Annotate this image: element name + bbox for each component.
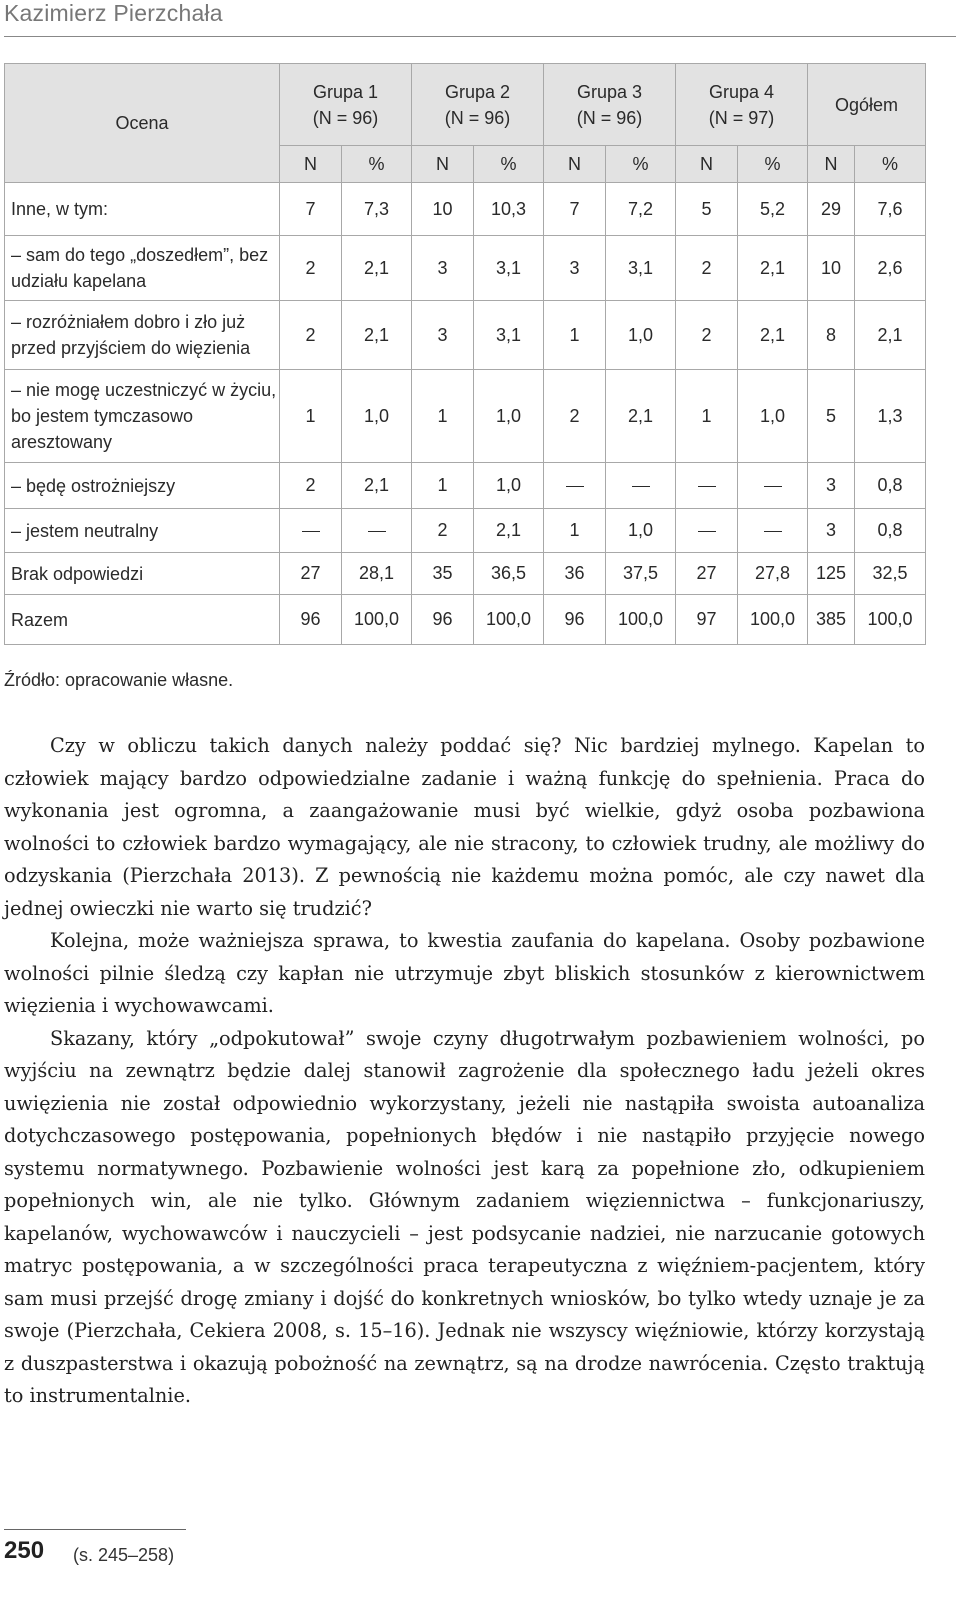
table-cell — [738, 463, 808, 509]
table-cell: 2,1 — [606, 370, 676, 463]
header-group-1: Grupa 1 (N = 96) — [280, 64, 412, 146]
table-cell: 2 — [676, 236, 738, 301]
dash-mark — [566, 486, 584, 487]
table-cell: 7,3 — [342, 183, 412, 236]
table-cell: 3 — [544, 236, 606, 301]
header-group-4: Grupa 4 (N = 97) — [676, 64, 808, 146]
table-cell: 100,0 — [855, 595, 926, 645]
table-cell: 27 — [280, 553, 342, 595]
header-group-2: Grupa 2 (N = 96) — [412, 64, 544, 146]
table-cell: 2 — [280, 301, 342, 370]
table-row — [5, 183, 926, 236]
table-cell: 3 — [412, 301, 474, 370]
table-cell: 3,1 — [474, 301, 544, 370]
table-cell: 37,5 — [606, 553, 676, 595]
table-cell — [676, 463, 738, 509]
table-cell: 3 — [412, 236, 474, 301]
dash-mark — [698, 531, 716, 532]
table-cell: 1 — [544, 301, 606, 370]
subheader-n: N — [412, 146, 474, 183]
table-cell: 96 — [544, 595, 606, 645]
row-label: Brak odpowiedzi — [5, 553, 280, 595]
table-cell: 2,6 — [855, 236, 926, 301]
row-label: – będę ostrożniejszy — [5, 463, 280, 509]
body-text — [4, 730, 925, 1413]
row-label: – sam do tego „doszedłem”, bez udziału kapelana — [5, 236, 280, 301]
table-cell: 27,8 — [738, 553, 808, 595]
table-cell: 1 — [412, 370, 474, 463]
table-cell: 1 — [544, 509, 606, 553]
table-cell: 10 — [808, 236, 855, 301]
row-label: – jestem neutralny — [5, 509, 280, 553]
table-row — [5, 509, 926, 553]
table-cell: 5 — [676, 183, 738, 236]
page-number: 250 — [4, 1537, 45, 1564]
table-row — [5, 370, 926, 463]
table-cell — [544, 463, 606, 509]
table-cell: 7 — [544, 183, 606, 236]
paragraph: Skazany, który „odpokutował” swoje czyny długotrwałym pozbawieniem wolności, po wyjściu na zewnątrz będzie dalej stanowił zagrożenie dla społecznego ładu jeżeli okres uwięzienia nie został odpowiednio wykorzystany, jeżeli nie nastąpiła swoista autoanaliza dotychczasowego postępowania, popełnionych błędów i nie nastąpiło przyjęcie nowego systemu normatywnego. Pozbawienie wolności jest karą za popełnione zło, odkupieniem popełnionych win, ale nie tylko. Głównym zadaniem więziennictwa – funkcjonariuszy, kapelanów, wychowawców i nauczycieli – jest podsycanie nadziei, nie narzucanie gotowych matryc postępowania, a w szczególności praca terapeutyczna z więźniem-pacjentem, który sam musi przejść drogę zmiany i dojść do konkretnych wniosków, bo tylko wtedy uznaje je za swoje (Pierzchała, Cekiera 2008, s. 15–16). Jednak nie wszyscy więźniowie, którzy korzystają z duszpasterstwa i okazują pobożność na zewnątrz, są na drodze nawrócenia. Często traktują to instrumentalnie. — [4, 1026, 925, 1407]
paragraph: Kolejna, może ważniejsza sprawa, to kwestia zaufania do kapelana. Osoby pozbawione wolności pilnie śledzą czy kapłan nie utrzymuje zbyt bliskich stosunków z kierownictwem więzienia i wychowawcami. — [4, 929, 925, 1017]
table-cell: 2,1 — [474, 509, 544, 553]
paragraph: Czy w obliczu takich danych należy poddać się? Nic bardziej mylnego. Kapelan to człowiek mający bardzo odpowiedzialne zadanie i ważną funkcję do spełnienia. Praca do wykonania jest ogromna, a zaangażowanie musi być wielkie, gdyż osoba pozbawiona wolności to człowiek bardzo wymagający, ale nie stracony, to człowiek trudny, ale możliwy do odzyskania (Pierzchała 2013). Z pewnością nie każdemu można pomóc, ale czy nawet dla jednej owieczki nie warto się trudzić? — [4, 734, 925, 920]
dash-mark — [764, 531, 782, 532]
table-cell: 2 — [280, 463, 342, 509]
table-cell: 1,0 — [738, 370, 808, 463]
dash-mark — [632, 486, 650, 487]
table-row — [5, 301, 926, 370]
table-row — [5, 463, 926, 509]
table-cell — [738, 509, 808, 553]
table-cell: 2,1 — [342, 236, 412, 301]
table-cell: 3 — [808, 463, 855, 509]
table-cell: 2,1 — [738, 301, 808, 370]
table-cell: 97 — [676, 595, 738, 645]
subheader-pct: % — [606, 146, 676, 183]
table-cell: 96 — [412, 595, 474, 645]
table-cell — [280, 509, 342, 553]
row-label: Inne, w tym: — [5, 183, 280, 236]
page-range: (s. 245–258) — [73, 1545, 175, 1565]
table-cell: 2 — [412, 509, 474, 553]
table-cell: 1,0 — [474, 370, 544, 463]
table-cell — [606, 463, 676, 509]
table-cell: 0,8 — [855, 463, 926, 509]
table-cell: 7 — [280, 183, 342, 236]
running-head-author: Kazimierz Pierzchała — [4, 0, 223, 26]
subheader-n: N — [280, 146, 342, 183]
table-cell: 10 — [412, 183, 474, 236]
table-cell: 36,5 — [474, 553, 544, 595]
table-cell: 1 — [280, 370, 342, 463]
footer-rule — [4, 1529, 186, 1530]
table-cell: 1,3 — [855, 370, 926, 463]
table-cell: 2,1 — [342, 301, 412, 370]
table-cell: 2 — [544, 370, 606, 463]
dash-mark — [764, 486, 782, 487]
table-cell: 125 — [808, 553, 855, 595]
dash-mark — [302, 531, 320, 532]
table-cell: 2,1 — [342, 463, 412, 509]
subheader-pct: % — [342, 146, 412, 183]
table-cell: 1,0 — [606, 301, 676, 370]
row-label: – nie mogę uczestniczyć w życiu, bo jestem tymczasowo aresztowany — [5, 370, 280, 463]
row-label: Razem — [5, 595, 280, 645]
subheader-pct: % — [855, 146, 926, 183]
header-total: Ogółem — [808, 64, 926, 146]
table-cell: 7,6 — [855, 183, 926, 236]
table-cell — [676, 509, 738, 553]
header-group-3: Grupa 3 (N = 96) — [544, 64, 676, 146]
table-cell: 1 — [412, 463, 474, 509]
table-cell: 28,1 — [342, 553, 412, 595]
table-cell: 1 — [676, 370, 738, 463]
table-header-row — [5, 64, 926, 146]
table-cell: 5 — [808, 370, 855, 463]
table-cell: 27 — [676, 553, 738, 595]
subheader-n: N — [676, 146, 738, 183]
table-cell: 5,2 — [738, 183, 808, 236]
table-cell: 3,1 — [606, 236, 676, 301]
subheader-n: N — [808, 146, 855, 183]
subheader-pct: % — [738, 146, 808, 183]
table-cell: 1,0 — [474, 463, 544, 509]
table-cell: 7,2 — [606, 183, 676, 236]
table-cell: 0,8 — [855, 509, 926, 553]
table-cell: 385 — [808, 595, 855, 645]
table-cell: 29 — [808, 183, 855, 236]
table-cell: 1,0 — [606, 509, 676, 553]
table-source-note: Źródło: opracowanie własne. — [4, 670, 234, 690]
subheader-pct: % — [474, 146, 544, 183]
table-cell: 10,3 — [474, 183, 544, 236]
table-cell — [342, 509, 412, 553]
table-cell: 32,5 — [855, 553, 926, 595]
table-row — [5, 236, 926, 301]
table-cell: 3 — [808, 509, 855, 553]
table-cell: 8 — [808, 301, 855, 370]
subheader-n: N — [544, 146, 606, 183]
row-label: – rozróżniałem dobro i zło już przed przyjściem do więzienia — [5, 301, 280, 370]
table-cell: 100,0 — [342, 595, 412, 645]
table-cell: 3,1 — [474, 236, 544, 301]
table-cell: 2 — [280, 236, 342, 301]
table-cell: 100,0 — [474, 595, 544, 645]
dash-mark — [368, 531, 386, 532]
table-cell: 2,1 — [738, 236, 808, 301]
table-row — [5, 595, 926, 645]
header-ocena: Ocena — [5, 64, 280, 183]
header-rule — [4, 36, 956, 37]
table-cell: 35 — [412, 553, 474, 595]
table-cell: 96 — [280, 595, 342, 645]
table-cell: 100,0 — [606, 595, 676, 645]
dash-mark — [698, 486, 716, 487]
table-cell: 2,1 — [855, 301, 926, 370]
table-cell: 1,0 — [342, 370, 412, 463]
table-row — [5, 553, 926, 595]
table-cell: 36 — [544, 553, 606, 595]
table-cell: 2 — [676, 301, 738, 370]
table-cell: 100,0 — [738, 595, 808, 645]
results-table — [4, 63, 926, 645]
